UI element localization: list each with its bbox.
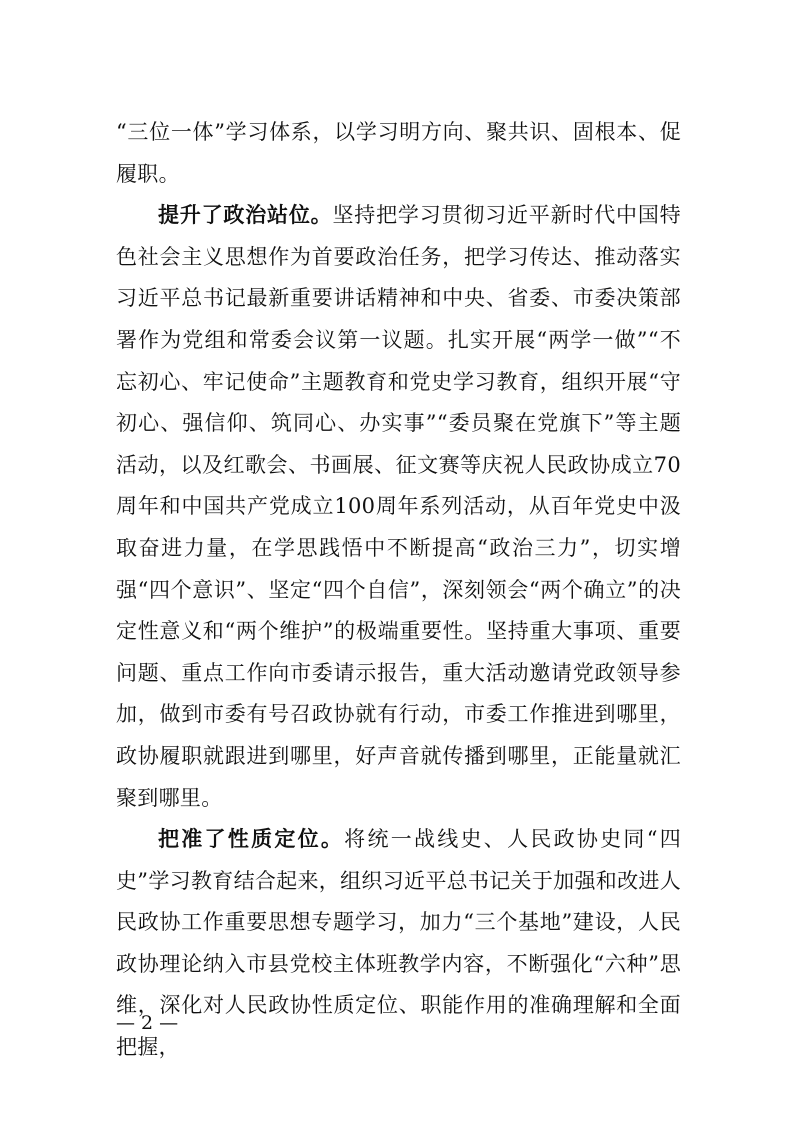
body-text bbox=[116, 112, 681, 1069]
paragraph-3-heading: 把准了性质定位。 bbox=[158, 827, 345, 852]
paragraph-3 bbox=[116, 819, 681, 1069]
paragraph-2-text: 坚持把学习贯彻习近平新时代中国特色社会主义思想作为首要政治任务，把学习传达、推动落实习近平总书记最新重要讲话精神和中央、省委、市委决策部署作为党组和常委会议第一议题。扎实开展“两学一做”“不忘初心、牢记使命”主题教育和党史学习教育，组织开展“守初心、强信仰、筑同心、办实事”“委员聚在党旗下”等主题活动，以及红歌会、书画展、征文赛等庆祝人民政协成立70周年和中国共产党成立100周年系列活动，从百年党史中汲取奋进力量，在学思践悟中不断提高“政治三力”，切实增强“四个意识”、坚定“四个自信”，深刻领会“两个确立”的决定性意义和“两个维护”的极端重要性。坚持重大事项、重要问题、重点工作向市委请示报告，重大活动邀请党政领导参加，做到市委有号召政协就有行动，市委工作推进到哪里，政协履职就跟进到哪里，好声音就传播到哪里，正能量就汇聚到哪里。 bbox=[116, 203, 681, 810]
paragraph-1-text: “三位一体”学习体系，以学习明方向、聚共识、固根本、促履职。 bbox=[116, 120, 681, 186]
paragraph-2 bbox=[116, 195, 681, 819]
paragraph-3-text: 将统一战线史、人民政协史同“四史”学习教育结合起来，组织习近平总书记关于加强和改进人民政协工作重要思想专题学习，加力“三个基地”建设，人民政协理论纳入市县党校主体班教学内容，不断强化“六种”思维，深化对人民政协性质定位、职能作用的准确理解和全面把握， bbox=[116, 827, 681, 1060]
paragraph-2-heading: 提升了政治站位。 bbox=[158, 203, 333, 228]
paragraph-1 bbox=[116, 112, 681, 195]
page-number: — 2 — bbox=[116, 1012, 179, 1034]
